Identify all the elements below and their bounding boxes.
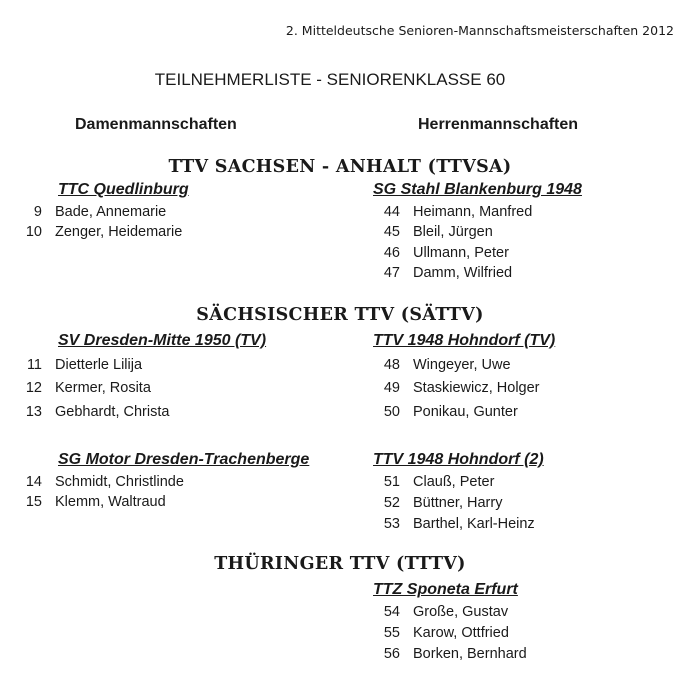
list-item <box>0 515 535 533</box>
list-item <box>0 264 512 282</box>
player-number: 9 <box>33 204 42 220</box>
player-name: Kermer, Rosita <box>55 380 151 396</box>
player-name: Bleil, Jürgen <box>413 224 493 240</box>
list-item <box>0 203 532 221</box>
list-item <box>0 379 540 397</box>
player-number: 10 <box>25 224 42 240</box>
player-number: 52 <box>383 495 400 511</box>
list-item <box>0 473 494 491</box>
player-number: 11 <box>26 357 42 373</box>
player-name: Barthel, Karl-Heinz <box>413 516 535 532</box>
player-name: Gebhardt, Christa <box>55 404 170 420</box>
player-number: 15 <box>25 494 42 510</box>
player-name: Ullmann, Peter <box>413 245 509 261</box>
player-number: 12 <box>25 380 42 396</box>
column-heading-men: Herrenmannschaften <box>418 116 579 133</box>
player-number: 54 <box>383 604 400 620</box>
player-number: 55 <box>383 625 400 641</box>
player-number: 56 <box>383 646 400 662</box>
list-item <box>0 645 527 663</box>
list-item <box>0 603 508 621</box>
player-name: Schmidt, Christlinde <box>55 474 184 490</box>
player-number: 49 <box>383 380 400 396</box>
player-name: Clauß, Peter <box>413 474 495 490</box>
player-name: Staskiewicz, Holger <box>413 380 540 396</box>
player-number: 14 <box>25 474 42 490</box>
club-name: SV Dresden-Mitte 1950 (TV) <box>58 332 267 349</box>
player-name: Karow, Ottfried <box>413 625 509 641</box>
player-name: Borken, Bernhard <box>413 646 527 662</box>
player-number: 46 <box>383 245 400 261</box>
club-name: TTZ Sponeta Erfurt <box>373 581 518 598</box>
club-name: TTV 1948 Hohndorf (TV) <box>373 332 556 349</box>
section-heading-tttv: THÜRINGER TTV (TTTV) <box>214 554 466 574</box>
club-name: TTC Quedlinburg <box>58 181 189 198</box>
player-name: Große, Gustav <box>413 604 509 620</box>
page-title: TEILNEHMERLISTE - SENIORENKLASSE 60 <box>154 70 506 89</box>
player-number: 44 <box>383 204 400 220</box>
section-heading-ttvsa: TTV SACHSEN - ANHALT (TTVSA) <box>168 157 512 177</box>
club-name: TTV 1948 Hohndorf (2) <box>373 451 544 468</box>
player-number: 50 <box>383 404 400 420</box>
player-name: Bade, Annemarie <box>55 204 167 220</box>
club-name: SG Motor Dresden-Trachenberge <box>58 451 310 468</box>
player-number: 13 <box>25 404 42 420</box>
player-number: 47 <box>383 265 400 281</box>
player-name: Ponikau, Gunter <box>413 404 518 420</box>
player-name: Klemm, Waltraud <box>55 494 166 510</box>
list-item <box>0 356 511 374</box>
list-item <box>0 223 493 241</box>
column-heading-women: Damenmannschaften <box>75 116 237 133</box>
list-item <box>0 624 509 642</box>
player-number: 53 <box>383 516 400 532</box>
section-heading-sattv: SÄCHSISCHER TTV (SÄTTV) <box>196 305 484 325</box>
player-number: 45 <box>383 224 400 240</box>
player-name: Damm, Wilfried <box>413 265 513 281</box>
club-name: SG Stahl Blankenburg 1948 <box>373 181 582 198</box>
document-header: 2. Mitteldeutsche Senioren-Mannschaftsmeisterschaften 2012 <box>285 23 674 38</box>
list-item <box>0 494 502 512</box>
list-item <box>0 244 509 262</box>
player-number: 51 <box>383 474 400 490</box>
player-name: Heimann, Manfred <box>413 204 533 220</box>
player-name: Zenger, Heidemarie <box>55 224 183 240</box>
player-name: Wingeyer, Uwe <box>413 357 511 373</box>
list-item <box>0 403 518 421</box>
player-number: 48 <box>383 357 400 373</box>
player-name: Büttner, Harry <box>413 495 503 511</box>
player-name: Dietterle Lilija <box>55 357 143 373</box>
